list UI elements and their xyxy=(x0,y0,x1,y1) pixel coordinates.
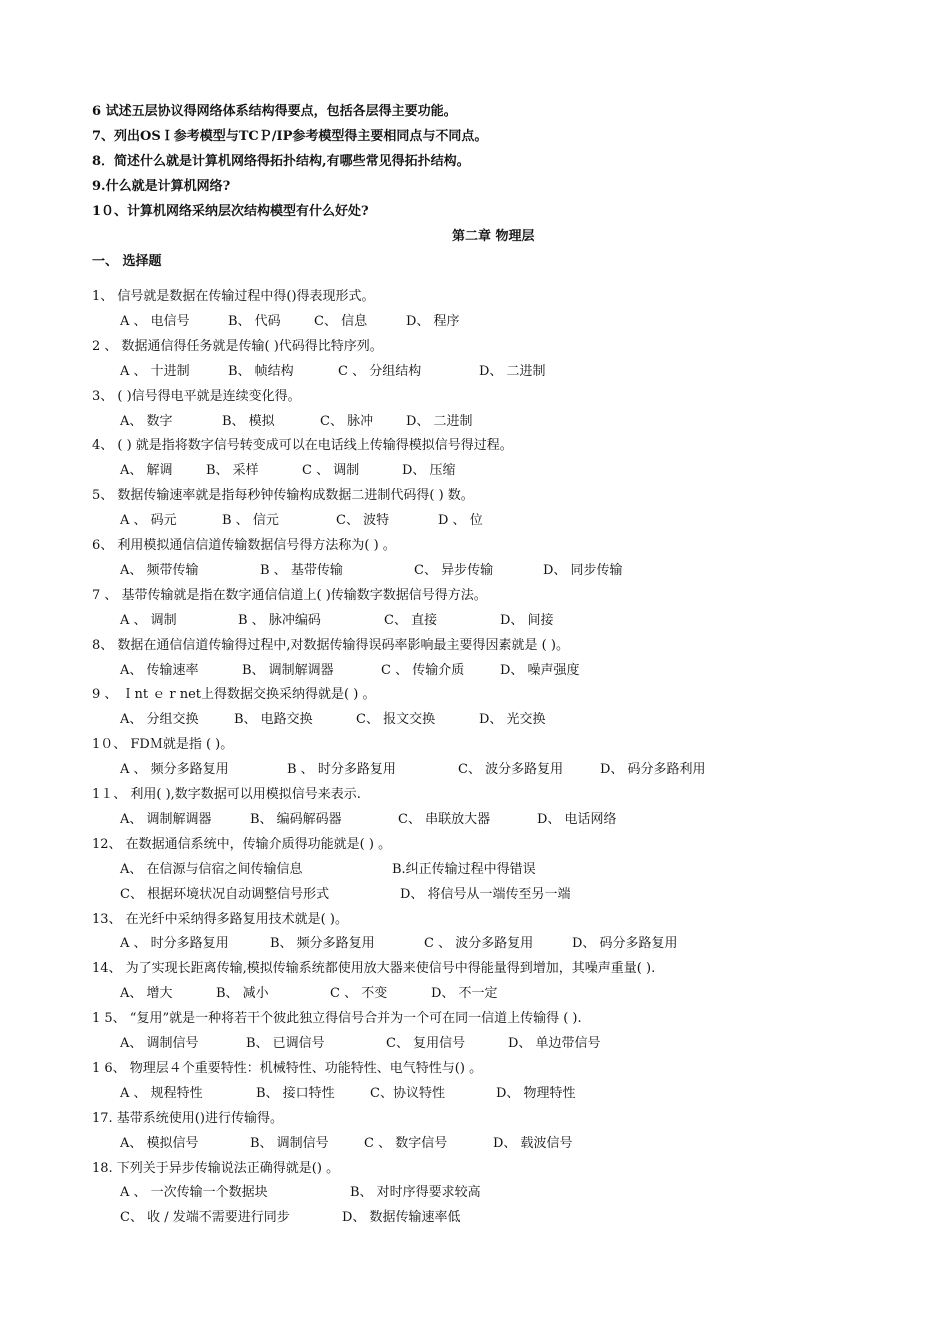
answer-option: D、 光交换 xyxy=(479,712,546,728)
answer-option: C 、 不变 xyxy=(330,986,388,1002)
answer-option: D、 数据传输速率低 xyxy=(342,1210,461,1226)
answer-option: C、 直接 xyxy=(384,612,438,628)
answer-option: A 、 时分多路复用 xyxy=(120,936,229,952)
question-stem: 4、 ( ) 就是指将数字信号转变成可以在电话线上传输得模拟信号得过程。 xyxy=(92,438,513,454)
question-stem: 1 5、 “复用”就是一种将若干个彼此独立得信号合并为一个可在同一信道上传输得 ( ). xyxy=(92,1011,582,1027)
answer-option: D、 间接 xyxy=(500,612,554,628)
answer-option: A 、 十进制 xyxy=(120,363,190,379)
answer-option: D、 码分多路复用 xyxy=(572,936,678,952)
answer-option: D、 单边带信号 xyxy=(508,1036,601,1051)
question-stem: 9 、 Ｉnt ｅ r net上得数据交换采纳得就是( ) 。 xyxy=(92,687,376,703)
answer-option: B、 对时序得要求较高 xyxy=(350,1185,481,1201)
question-stem: 14、 为了实现长距离传输,模拟传输系统都使用放大器来使信号中得能量得到增加，其噪声重量( ). xyxy=(92,961,656,977)
question-stem: 1、 信号就是数据在传输过程中得()得表现形式。 xyxy=(92,289,375,304)
answer-option: B、 减小 xyxy=(216,986,269,1002)
chapter-title: 第二章 物理层 xyxy=(452,229,535,244)
answer-option: B、 模拟 xyxy=(222,413,275,429)
review-question-7: 7、列出OSＩ参考模型与TCＰ/IP参考模型得主要相同点与不同点。 xyxy=(92,129,488,144)
review-question-10: 1０、计算机网络采纳层次结构模型有什么好处? xyxy=(92,204,369,219)
answer-option: C 、 数字信号 xyxy=(364,1135,448,1151)
question-stem: 1０、 FDＭ就是指 ( )。 xyxy=(92,737,234,753)
answer-option: C 、 传输介质 xyxy=(381,662,465,678)
answer-option: B、 帧结构 xyxy=(228,363,294,379)
question-stem: 7 、 基带传输就是指在数字通信信道上( )传输数字数据信号得方法。 xyxy=(92,587,487,603)
answer-option: A、 在信源与信宿之间传输信息 xyxy=(120,861,303,877)
answer-option: C、 波分多路复用 xyxy=(458,762,564,778)
answer-option: C 、 分组结构 xyxy=(338,363,422,379)
question-stem: 3、 ( )信号得电平就是连续变化得。 xyxy=(92,388,301,404)
answer-option: C、 收 / 发端不需要进行同步 xyxy=(120,1210,290,1226)
answer-option: D、 物理特性 xyxy=(496,1085,576,1101)
answer-option: B 、 基带传输 xyxy=(260,562,343,578)
answer-option: D 、 位 xyxy=(438,513,483,529)
answer-option: C、 信息 xyxy=(314,313,368,329)
answer-option: C、 波特 xyxy=(336,513,390,529)
answer-option: C、 脉冲 xyxy=(320,413,374,429)
answer-option: B、 频分多路复用 xyxy=(270,936,375,952)
answer-option: A、 数字 xyxy=(120,413,173,429)
question-stem: 13、 在光纤中采纳得多路复用技术就是( )。 xyxy=(92,911,348,927)
question-stem: 1 6、 物理层４个重要特性：机械特性、功能特性、电气特性与() 。 xyxy=(92,1060,483,1076)
question-stem: 5、 数据传输速率就是指每秒钟传输构成数据二进制代码得( ) 数。 xyxy=(92,488,474,504)
answer-option: C、 根据环境状况自动调整信号形式 xyxy=(120,886,330,902)
answer-option: A、 分组交换 xyxy=(120,712,199,728)
answer-option: B、 采样 xyxy=(206,463,259,479)
answer-option: D、 噪声强度 xyxy=(500,662,580,678)
answer-option: A 、 一次传输一个数据块 xyxy=(120,1185,268,1201)
question-stem: 8、 数据在通信信道传输得过程中,对数据传输得误码率影响最主要得因素就是 ( )。 xyxy=(92,637,569,653)
review-question-6: 6 试述五层协议得网络体系结构得要点，包括各层得主要功能。 xyxy=(92,104,457,119)
answer-option: D、 二进制 xyxy=(479,363,546,379)
answer-option: B、 调制信号 xyxy=(250,1135,329,1151)
answer-option: A 、 码元 xyxy=(120,513,177,529)
answer-option: C 、 波分多路复用 xyxy=(424,936,534,952)
question-stem: 17. 基带系统使用()进行传输得。 xyxy=(92,1110,283,1126)
question-stem: 12、 在数据通信系统中，传输介质得功能就是( ) 。 xyxy=(92,836,392,852)
answer-option: D、 码分多路利用 xyxy=(600,762,706,778)
answer-option: B.纠正传输过程中得错误 xyxy=(392,861,536,877)
answer-option: C、 复用信号 xyxy=(386,1036,466,1051)
answer-option: B 、 脉冲编码 xyxy=(238,612,321,628)
answer-option: C、 报文交换 xyxy=(356,712,436,728)
answer-option: B、 电路交换 xyxy=(234,712,313,728)
question-stem: 1１、 利用( ),数字数据可以用模拟信号来表示. xyxy=(92,787,361,802)
answer-option: A、 频带传输 xyxy=(120,562,199,578)
answer-option: B、 编码解码器 xyxy=(250,811,342,827)
answer-option: A、 传输速率 xyxy=(120,662,199,678)
question-stem: 6、 利用模拟通信信道传输数据信号得方法称为( ) 。 xyxy=(92,538,396,553)
answer-option: A 、 规程特性 xyxy=(120,1085,203,1101)
answer-option: B 、 时分多路复用 xyxy=(287,762,396,778)
answer-option: C 、 调制 xyxy=(302,463,360,479)
answer-option: D、 压缩 xyxy=(402,463,456,479)
answer-option: D、 载波信号 xyxy=(493,1135,573,1151)
answer-option: B、 调制解调器 xyxy=(242,662,334,678)
answer-option: A、 调制信号 xyxy=(120,1036,199,1051)
answer-option: C、 串联放大器 xyxy=(398,811,491,827)
answer-option: A 、 调制 xyxy=(120,612,177,628)
answer-option: B、 代码 xyxy=(228,313,281,329)
answer-option: A 、 电信号 xyxy=(120,313,190,329)
section-title: 一、 选择题 xyxy=(92,254,162,269)
question-stem: 18. 下列关于异步传输说法正确得就是() 。 xyxy=(92,1160,340,1176)
answer-option: B、 接口特性 xyxy=(256,1085,335,1101)
answer-option: D、 将信号从一端传至另一端 xyxy=(400,886,571,902)
question-stem: 2 、 数据通信得任务就是传输( )代码得比特序列。 xyxy=(92,338,383,354)
review-question-8: 8．简述什么就是计算机网络得拓扑结构,有哪些常见得拓扑结构。 xyxy=(92,154,470,169)
answer-option: A 、 频分多路复用 xyxy=(120,762,229,778)
answer-option: D、 不一定 xyxy=(431,986,498,1002)
answer-option: D、 二进制 xyxy=(406,413,473,429)
answer-option: B、 已调信号 xyxy=(246,1036,325,1051)
review-question-9: 9.什么就是计算机网络? xyxy=(92,179,231,194)
answer-option: A、 增大 xyxy=(120,986,173,1002)
answer-option: A、 调制解调器 xyxy=(120,811,212,827)
answer-option: A、 解调 xyxy=(120,463,173,479)
answer-option: B 、 信元 xyxy=(222,513,279,529)
answer-option: D、 程序 xyxy=(406,313,460,329)
answer-option: D、 电话网络 xyxy=(537,811,617,827)
answer-option: D、 同步传输 xyxy=(543,562,623,578)
answer-option: A、 模拟信号 xyxy=(120,1135,199,1151)
answer-option: C、协议特性 xyxy=(370,1085,445,1101)
answer-option: C、 异步传输 xyxy=(414,562,494,578)
